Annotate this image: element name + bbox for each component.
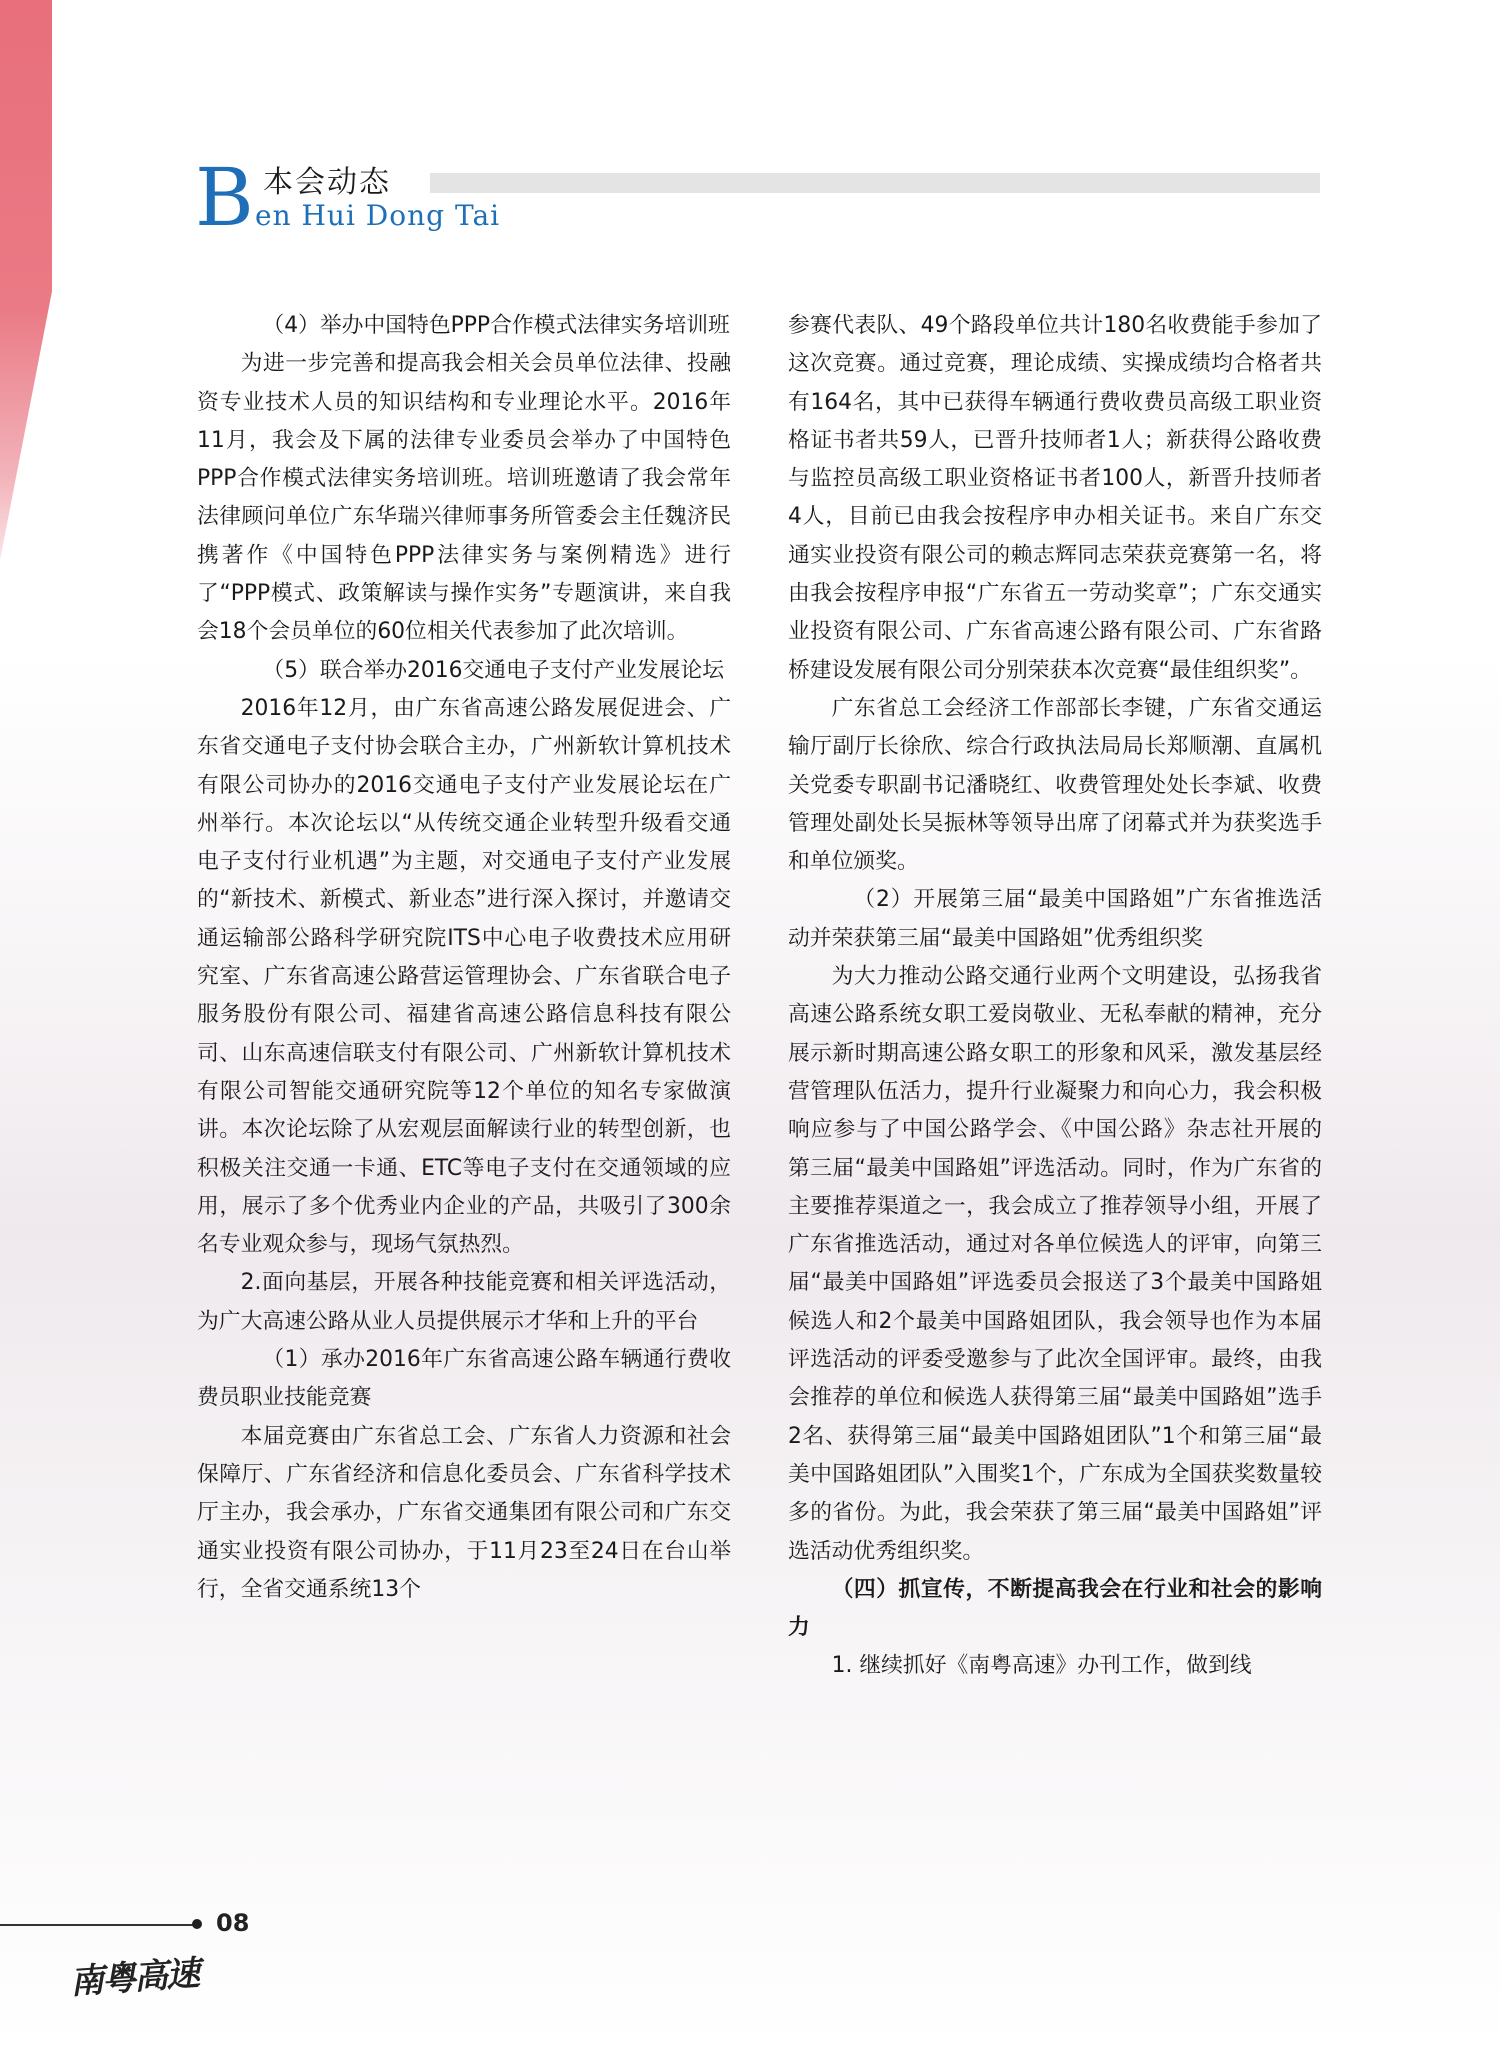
corner-decoration — [0, 0, 52, 560]
paragraph: 为大力推动公路交通行业两个文明建设，弘扬我省高速公路系统女职工爱岗敬业、无私奉献的精神，充分展示新时期高速公路女职工的形象和风采，激发基层经营管理队伍活力，提升行业凝聚力和向心力，我会积极响应参与了中国公路学会、《中国公路》杂志社开展的第三届“最美中国路姐”评选活动。同时，作为广东省的主要推荐渠道之一，我会成立了推荐领导小组，开展了广东省推选活动，通过对各单位候选人的评审，向第三届“最美中国路姐”评选委员会报送了3个最美中国路姐候选人和2个最美中国路姐团队，我会领导也作为本届评选活动的评委受邀参与了此次全国评审。最终，由我会推荐的单位和候选人获得第三届“最美中国路姐”选手2名、获得第三届“最美中国路姐团队”1个和第三届“最美中国路姐团队”入围奖1个，广东成为全国获奖数量较多的省份。为此，我会荣获了第三届“最美中国路姐”评选活动优秀组织奖。 — [788, 964, 1322, 1564]
paragraph: （2）开展第三届“最美中国路姐”广东省推选活动并荣获第三届“最美中国路姐”优秀组织奖 — [788, 887, 1322, 951]
left-column — [197, 307, 731, 1609]
header-title-cn: 本会动态 — [263, 165, 391, 200]
paragraph: （1）承办2016年广东省高速公路车辆通行费收费员职业技能竞赛 — [197, 1347, 731, 1411]
paragraph: 广东省总工会经济工作部部长李键，广东省交通运输厅副厅长徐欣、综合行政执法局局长郑顺潮、直属机关党委专职副书记潘晓红、收费管理处处长李斌、收费管理处副处长吴振林等领导出席了闭幕式并为获奖选手和单位颁奖。 — [788, 695, 1322, 875]
footer-rule — [0, 1924, 198, 1926]
paragraph: 2016年12月，由广东省高速公路发展促进会、广东省交通电子支付协会联合主办，广州新软计算机技术有限公司协办的2016交通电子支付产业发展论坛在广州举行。本次论坛以“从传统交通企业转型升级看交通电子支付行业机遇”为主题，对交通电子支付产业发展的“新技术、新模式、新业态”进行深入探讨，并邀请交通运输部公路科学研究院ITS中心电子收费技术应用研究室、广东省高速公路营运管理协会、广东省联合电子服务股份有限公司、福建省高速公路信息科技有限公司、山东高速信联支付有限公司、广州新软计算机技术有限公司智能交通研究院等12个单位的知名专家做演讲。本次论坛除了从宏观层面解读行业的转型创新，也积极关注交通一卡通、ETC等电子支付在交通领域的应用，展示了多个优秀业内企业的产品，共吸引了300余名专业观众参与，现场气氛热烈。 — [197, 695, 731, 1258]
header-bar — [430, 173, 1320, 193]
right-column — [788, 307, 1322, 1686]
paragraph: （四）抓宣传，不断提高我会在行业和社会的影响力 — [788, 1576, 1322, 1641]
paragraph: （5）联合举办2016交通电子支付产业发展论坛 — [262, 657, 725, 683]
header-title-en: en Hui Dong Tai — [255, 199, 501, 232]
paragraph: 本届竞赛由广东省总工会、广东省人力资源和社会保障厅、广东省经济和信息化委员会、广东省科学技术厅主办，我会承办，广东省交通集团有限公司和广东交通实业投资有限公司协办，于11月23至24日在台山举行，全省交通系统13个 — [197, 1423, 731, 1602]
paragraph: （4）举办中国特色PPP合作模式法律实务培训班 — [262, 313, 730, 338]
header-initial: B — [195, 151, 254, 244]
footer-dot — [192, 1919, 202, 1929]
page-number: 08 — [216, 1909, 250, 1937]
paragraph: 为进一步完善和提高我会相关会员单位法律、投融资专业技术人员的知识结构和专业理论水平。2016年11月，我会及下属的法律专业委员会举办了中国特色PPP合作模式法律实务培训班。培训班邀请了我会常年法律顾问单位广东华瑞兴律师事务所管委会主任魏济民携著作《中国特色PPP法律实务与案例精选》进行了“PPP模式、政策解读与操作实务”专题演讲，来自我会18个会员单位的60位相关代表参加了此次培训。 — [197, 351, 731, 645]
paragraph: 1. 继续抓好《南粤高速》办刊工作，做到线 — [831, 1653, 1252, 1679]
paragraph: 参赛代表队、49个路段单位共计180名收费能手参加了这次竞赛。通过竞赛，理论成绩、实操成绩均合格者共有164名，其中已获得车辆通行费收费员高级工职业资格证书者共59人，已晋升技师者1人；新获得公路收费与监控员高级工职业资格证书者100人，新晋升技师者4人，目前已由我会按程序申办相关证书。来自广东交通实业投资有限公司的赖志辉同志荣获竞赛第一名，将由我会按程序申报“广东省五一劳动奖章”；广东交通实业投资有限公司、广东省高速公路有限公司、广东省路桥建设发展有限公司分别荣获本次竞赛“最佳组织奖”。 — [788, 313, 1322, 683]
paragraph: 2.面向基层，开展各种技能竞赛和相关评选活动，为广大高速公路从业人员提供展示才华和上升的平台 — [197, 1270, 731, 1334]
section-header — [195, 151, 1325, 244]
magazine-logo: 南粤高速 — [68, 1953, 200, 2003]
